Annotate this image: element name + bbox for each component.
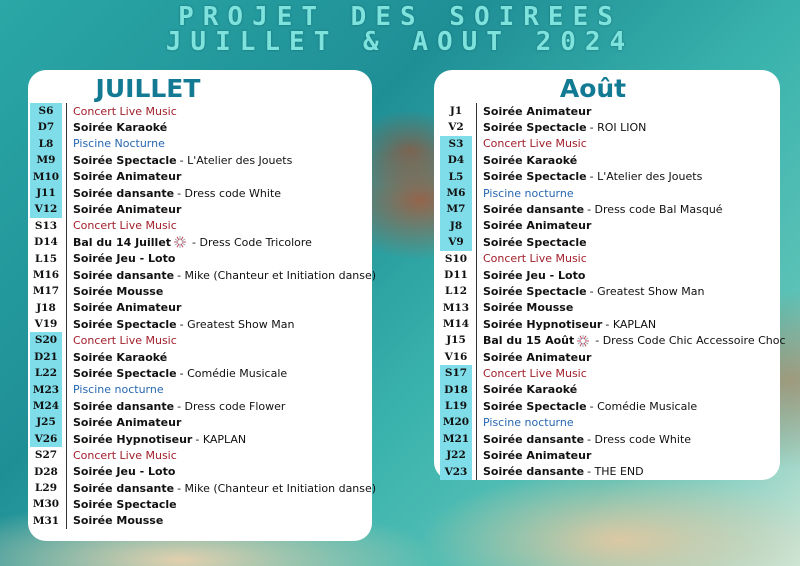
event-cell bbox=[483, 449, 591, 462]
event-cell bbox=[73, 187, 281, 200]
event-cell bbox=[73, 514, 163, 527]
row-divider bbox=[476, 152, 477, 168]
event-detail: - L'Atelier des Jouets bbox=[589, 170, 703, 184]
event-name: Soirée dansante bbox=[483, 465, 585, 479]
event-cell bbox=[483, 203, 723, 216]
schedule-row bbox=[440, 365, 786, 381]
event-cell bbox=[73, 416, 181, 429]
row-divider bbox=[476, 447, 477, 463]
row-divider bbox=[66, 398, 67, 414]
schedule-row bbox=[440, 152, 786, 168]
event-name: Concert Live Music bbox=[73, 219, 177, 233]
row-divider bbox=[66, 201, 67, 217]
schedule-row bbox=[440, 119, 786, 135]
event-detail: - KAPLAN bbox=[195, 432, 247, 446]
row-divider bbox=[476, 119, 477, 135]
event-name: Soirée Spectacle bbox=[483, 235, 587, 249]
event-cell bbox=[73, 121, 167, 134]
event-name: Soirée Karaoké bbox=[73, 350, 168, 364]
event-cell bbox=[483, 318, 656, 331]
schedule-row bbox=[30, 382, 376, 398]
day-code: M21 bbox=[440, 431, 472, 447]
row-divider bbox=[476, 201, 477, 217]
row-divider bbox=[66, 283, 67, 299]
row-divider bbox=[476, 185, 477, 201]
schedule-row bbox=[440, 382, 786, 398]
event-name: Concert Live Music bbox=[483, 137, 587, 151]
schedule-row bbox=[30, 136, 376, 152]
event-cell bbox=[483, 187, 574, 200]
event-name: Soirée Spectacle bbox=[483, 284, 587, 298]
schedule-row bbox=[30, 316, 376, 332]
day-code: J11 bbox=[30, 185, 62, 201]
event-name: Piscine Nocturne bbox=[73, 137, 165, 151]
row-divider bbox=[476, 136, 477, 152]
event-cell bbox=[483, 433, 691, 446]
event-cell bbox=[73, 318, 294, 331]
schedule-row bbox=[440, 201, 786, 217]
schedule-row bbox=[440, 267, 786, 283]
event-cell bbox=[73, 334, 177, 347]
day-code: M20 bbox=[440, 414, 472, 430]
schedule-row bbox=[30, 431, 376, 447]
event-detail: - L'Atelier des Jouets bbox=[179, 153, 293, 167]
event-cell bbox=[73, 252, 175, 265]
schedule-row bbox=[30, 332, 376, 348]
event-detail: - Dress code White bbox=[587, 432, 692, 446]
row-divider bbox=[476, 398, 477, 414]
event-name: Soirée Karaoké bbox=[483, 383, 578, 397]
row-divider bbox=[66, 251, 67, 267]
row-divider bbox=[66, 218, 67, 234]
event-cell bbox=[483, 416, 574, 429]
event-detail: - Mike (Chanteur et Initiation danse) bbox=[177, 268, 377, 282]
schedule-row bbox=[30, 119, 376, 135]
event-cell bbox=[73, 269, 376, 282]
schedule-row bbox=[30, 365, 376, 381]
schedule-row bbox=[440, 349, 786, 365]
poster-title-line1: PROJET DES SOIREES bbox=[178, 2, 622, 32]
schedule-row bbox=[30, 414, 376, 430]
schedule-row bbox=[440, 447, 786, 463]
day-code: M30 bbox=[32, 498, 60, 511]
event-name: Soirée Animateur bbox=[483, 350, 592, 364]
day-code: M14 bbox=[442, 318, 470, 331]
event-name: Soirée Animateur bbox=[73, 203, 182, 217]
event-name: Soirée Spectacle bbox=[483, 121, 587, 135]
firework-icon bbox=[173, 235, 187, 249]
row-divider bbox=[66, 382, 67, 398]
event-cell bbox=[483, 301, 573, 314]
day-code: J15 bbox=[446, 334, 466, 347]
event-cell bbox=[483, 252, 587, 265]
event-name: Soirée dansante bbox=[73, 481, 175, 495]
row-divider bbox=[476, 267, 477, 283]
row-divider bbox=[476, 218, 477, 234]
schedule-row bbox=[440, 332, 786, 348]
august-card bbox=[434, 70, 786, 480]
event-cell bbox=[73, 203, 181, 216]
event-cell bbox=[483, 334, 786, 348]
row-divider bbox=[476, 300, 477, 316]
row-divider bbox=[66, 480, 67, 496]
row-divider bbox=[66, 267, 67, 283]
event-cell bbox=[483, 236, 587, 249]
schedule-row bbox=[30, 349, 376, 365]
schedule-row bbox=[440, 169, 786, 185]
schedule-row bbox=[440, 431, 786, 447]
schedule-row bbox=[30, 480, 376, 496]
event-cell bbox=[73, 351, 167, 364]
day-code: S20 bbox=[30, 332, 62, 348]
schedule-row bbox=[30, 201, 376, 217]
schedule-row bbox=[440, 103, 786, 119]
day-code: M6 bbox=[440, 185, 472, 201]
day-code: D7 bbox=[30, 119, 62, 135]
schedule-row bbox=[30, 513, 376, 529]
day-code: V23 bbox=[440, 464, 472, 480]
day-code: L19 bbox=[440, 398, 472, 414]
day-code: L8 bbox=[30, 136, 62, 152]
schedule-row bbox=[440, 185, 786, 201]
schedule-row bbox=[440, 300, 786, 316]
schedule-row bbox=[30, 464, 376, 480]
event-name: Soirée dansante bbox=[483, 203, 585, 217]
event-cell bbox=[483, 105, 591, 118]
event-cell bbox=[483, 219, 591, 232]
row-divider bbox=[66, 447, 67, 463]
day-code: V12 bbox=[30, 201, 62, 217]
schedule-row bbox=[440, 414, 786, 430]
day-code: J22 bbox=[440, 447, 472, 463]
schedule-row bbox=[440, 251, 786, 267]
event-name: Soirée dansante bbox=[73, 268, 175, 282]
row-divider bbox=[476, 349, 477, 365]
row-divider bbox=[66, 513, 67, 529]
event-cell bbox=[73, 400, 285, 413]
schedule-row bbox=[440, 398, 786, 414]
day-code: D11 bbox=[444, 268, 468, 281]
event-name: Concert Live Music bbox=[483, 366, 587, 380]
event-name: Soirée Animateur bbox=[73, 170, 182, 184]
event-name: Soirée Karaoké bbox=[73, 121, 168, 135]
row-divider bbox=[66, 103, 67, 119]
event-cell bbox=[483, 400, 697, 413]
event-name: Soirée Jeu - Loto bbox=[73, 465, 176, 479]
event-name: Concert Live Music bbox=[73, 334, 177, 348]
event-cell bbox=[483, 154, 577, 167]
schedule-row bbox=[440, 234, 786, 250]
event-cell bbox=[73, 383, 164, 396]
day-code: M24 bbox=[30, 398, 62, 414]
event-cell bbox=[73, 219, 177, 232]
day-code: S10 bbox=[444, 252, 468, 265]
event-name: Soirée Animateur bbox=[483, 219, 592, 233]
event-cell bbox=[483, 137, 587, 150]
event-name: Soirée Spectacle bbox=[483, 170, 587, 184]
row-divider bbox=[476, 234, 477, 250]
day-code: S3 bbox=[440, 136, 472, 152]
day-code: D21 bbox=[30, 349, 62, 365]
event-name: Soirée dansante bbox=[73, 399, 175, 413]
schedule-row bbox=[440, 136, 786, 152]
schedule-row bbox=[30, 218, 376, 234]
event-detail: - Comédie Musicale bbox=[589, 399, 698, 413]
row-divider bbox=[476, 316, 477, 332]
row-divider bbox=[476, 382, 477, 398]
august-title: Août bbox=[559, 74, 627, 103]
event-detail: - ROI LION bbox=[589, 121, 647, 135]
day-code: M31 bbox=[32, 514, 60, 527]
poster-title-line2: JUILLET & AOUT 2024 bbox=[165, 27, 635, 57]
day-code: L29 bbox=[35, 481, 57, 494]
event-name: Soirée Mousse bbox=[73, 514, 164, 528]
event-name: Soirée Spectacle bbox=[483, 399, 587, 413]
event-cell bbox=[73, 301, 181, 314]
event-detail: - THE END bbox=[587, 465, 644, 479]
event-cell bbox=[483, 285, 704, 298]
day-code: M13 bbox=[442, 301, 470, 314]
event-cell bbox=[73, 498, 177, 511]
row-divider bbox=[476, 283, 477, 299]
event-detail: - Dress Code Tricolore bbox=[192, 235, 312, 249]
event-name: Soirée Mousse bbox=[483, 301, 574, 315]
day-code: J25 bbox=[30, 414, 62, 430]
day-code: S27 bbox=[34, 449, 58, 462]
day-code: D28 bbox=[34, 465, 58, 478]
row-divider bbox=[476, 464, 477, 480]
event-cell bbox=[483, 121, 646, 134]
day-code: J18 bbox=[36, 301, 56, 314]
schedule-row bbox=[30, 267, 376, 283]
event-name: Piscine nocturne bbox=[483, 186, 574, 200]
row-divider bbox=[66, 332, 67, 348]
event-cell bbox=[483, 170, 702, 183]
event-detail: - Mike (Chanteur et Initiation danse) bbox=[177, 481, 377, 495]
event-name: Soirée Spectacle bbox=[73, 317, 177, 331]
event-cell bbox=[73, 235, 312, 249]
event-name: Soirée dansante bbox=[73, 186, 175, 200]
day-code: D4 bbox=[440, 152, 472, 168]
event-name: Soirée Jeu - Loto bbox=[483, 268, 586, 282]
schedule-row bbox=[440, 316, 786, 332]
day-code: M7 bbox=[440, 201, 472, 217]
day-code: M16 bbox=[32, 268, 60, 281]
event-name: Soirée Spectacle bbox=[73, 366, 177, 380]
row-divider bbox=[66, 234, 67, 250]
day-code: J8 bbox=[440, 218, 472, 234]
event-name: Soirée Hypnotiseur bbox=[483, 317, 603, 331]
july-title: JUILLET bbox=[95, 74, 201, 103]
event-name: Soirée Animateur bbox=[483, 104, 592, 118]
schedule-row bbox=[30, 398, 376, 414]
event-detail: - Dress code Flower bbox=[177, 399, 286, 413]
event-cell bbox=[483, 367, 587, 380]
event-cell bbox=[73, 285, 163, 298]
row-divider bbox=[476, 414, 477, 430]
day-code: V19 bbox=[34, 318, 58, 331]
event-detail: - Greatest Show Man bbox=[589, 284, 705, 298]
day-code: J1 bbox=[449, 105, 463, 117]
event-detail: - KAPLAN bbox=[605, 317, 657, 331]
firework-icon bbox=[576, 334, 590, 348]
event-name: Soirée Animateur bbox=[73, 416, 182, 430]
event-detail: - Dress code Bal Masqué bbox=[587, 203, 723, 217]
event-name: Soirée Karaoké bbox=[483, 153, 578, 167]
event-name: Bal du 15 Août bbox=[483, 334, 575, 348]
day-code: M10 bbox=[30, 169, 62, 185]
event-name: Bal du 14 Juillet bbox=[73, 235, 172, 249]
schedule-row bbox=[30, 169, 376, 185]
event-cell bbox=[73, 154, 292, 167]
event-name: Concert Live Music bbox=[483, 252, 587, 266]
day-code: V9 bbox=[440, 234, 472, 250]
row-divider bbox=[66, 464, 67, 480]
event-name: Soirée Jeu - Loto bbox=[73, 252, 176, 266]
schedule-row bbox=[30, 251, 376, 267]
row-divider bbox=[66, 316, 67, 332]
event-name: Soirée Mousse bbox=[73, 284, 164, 298]
day-code: L22 bbox=[30, 365, 62, 381]
day-code: S13 bbox=[34, 219, 58, 232]
schedule-row bbox=[30, 234, 376, 250]
day-code: L12 bbox=[445, 285, 467, 298]
july-schedule bbox=[30, 103, 376, 529]
day-code: S17 bbox=[440, 365, 472, 381]
row-divider bbox=[66, 365, 67, 381]
event-cell bbox=[73, 433, 246, 446]
schedule-row bbox=[440, 283, 786, 299]
day-code: D14 bbox=[34, 236, 58, 249]
event-cell bbox=[73, 367, 287, 380]
event-name: Soirée Animateur bbox=[73, 301, 182, 315]
row-divider bbox=[66, 431, 67, 447]
event-detail: - Comédie Musicale bbox=[179, 366, 288, 380]
event-detail: - Greatest Show Man bbox=[179, 317, 295, 331]
event-name: Soirée Spectacle bbox=[73, 498, 177, 512]
row-divider bbox=[66, 119, 67, 135]
event-name: Soirée Animateur bbox=[483, 448, 592, 462]
august-schedule bbox=[440, 103, 786, 480]
event-cell bbox=[73, 170, 181, 183]
day-code: V2 bbox=[448, 121, 464, 134]
schedule-row bbox=[440, 464, 786, 480]
event-cell bbox=[483, 383, 577, 396]
day-code: M23 bbox=[30, 382, 62, 398]
day-code: M17 bbox=[32, 285, 60, 298]
day-code: L15 bbox=[35, 252, 57, 265]
schedule-row bbox=[30, 447, 376, 463]
event-cell bbox=[483, 351, 591, 364]
day-code: V16 bbox=[444, 350, 468, 363]
day-code: L5 bbox=[440, 169, 472, 185]
row-divider bbox=[66, 496, 67, 512]
day-code: V26 bbox=[30, 431, 62, 447]
event-cell bbox=[483, 465, 644, 478]
event-name: Soirée Spectacle bbox=[73, 153, 177, 167]
event-name: Concert Live Music bbox=[73, 104, 177, 118]
event-detail: - Dress Code Chic Accessoire Choc bbox=[595, 334, 786, 348]
day-code: M9 bbox=[30, 152, 62, 168]
event-name: Soirée Hypnotiseur bbox=[73, 432, 193, 446]
schedule-row bbox=[30, 185, 376, 201]
row-divider bbox=[66, 169, 67, 185]
event-cell bbox=[73, 105, 177, 118]
schedule-row bbox=[30, 496, 376, 512]
schedule-row bbox=[30, 300, 376, 316]
row-divider bbox=[476, 431, 477, 447]
row-divider bbox=[66, 349, 67, 365]
schedule-row bbox=[440, 218, 786, 234]
july-card bbox=[28, 70, 377, 541]
event-cell bbox=[73, 137, 165, 150]
schedule-row bbox=[30, 152, 376, 168]
row-divider bbox=[476, 332, 477, 348]
day-code: D18 bbox=[440, 382, 472, 398]
row-divider bbox=[476, 103, 477, 119]
schedule-row bbox=[30, 283, 376, 299]
schedule-row bbox=[30, 103, 376, 119]
event-detail: - Dress code White bbox=[177, 186, 282, 200]
row-divider bbox=[66, 185, 67, 201]
event-name: Piscine nocturne bbox=[483, 416, 574, 430]
event-name: Soirée dansante bbox=[483, 432, 585, 446]
row-divider bbox=[66, 152, 67, 168]
row-divider bbox=[476, 251, 477, 267]
event-cell bbox=[73, 482, 376, 495]
row-divider bbox=[476, 365, 477, 381]
event-cell bbox=[483, 269, 585, 282]
event-name: Piscine nocturne bbox=[73, 383, 164, 397]
event-cell bbox=[73, 465, 175, 478]
event-name: Concert Live Music bbox=[73, 448, 177, 462]
row-divider bbox=[476, 169, 477, 185]
row-divider bbox=[66, 136, 67, 152]
event-cell bbox=[73, 449, 177, 462]
day-code: S6 bbox=[30, 103, 62, 119]
row-divider bbox=[66, 414, 67, 430]
row-divider bbox=[66, 300, 67, 316]
